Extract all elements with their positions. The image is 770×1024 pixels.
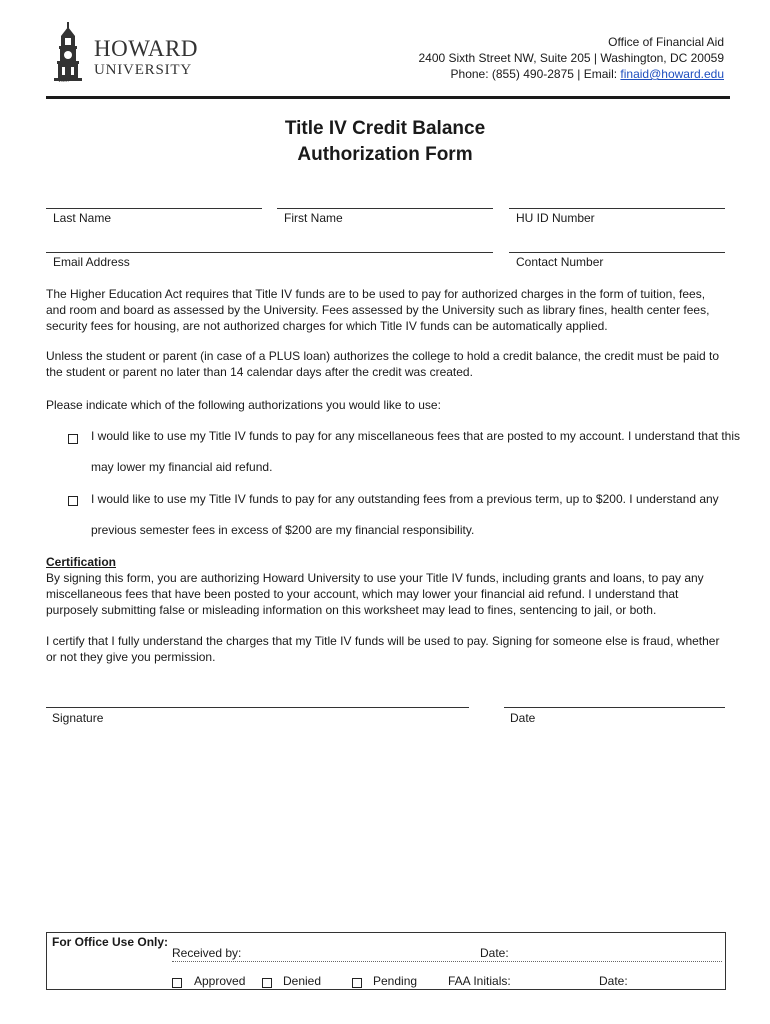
pending-checkbox[interactable] — [352, 974, 362, 992]
form-title-line1: Title IV Credit Balance — [284, 118, 486, 139]
contact-line[interactable] — [509, 252, 725, 253]
signature-label: Signature — [52, 711, 104, 725]
checkbox-icon — [352, 978, 362, 988]
approved-checkbox[interactable] — [172, 974, 182, 992]
signature-date-line[interactable] — [504, 707, 725, 708]
logo-wordmark-university: UNIVERSITY — [94, 62, 192, 78]
email-link[interactable]: finaid@howard.edu — [620, 67, 724, 81]
office-contact-block — [418, 34, 724, 82]
intro-paragraph: The Higher Education Act requires that Title IV funds are to be used to pay for authorized charges in the form of tuition, fees, and room and board as assessed by the University. Fees assessed by the University such as library fines, health center fees, security fees for housing, are not authorized charges for which Title IV funds can be automatically applied. — [46, 287, 710, 333]
form-title-line2: Authorization Form — [297, 144, 473, 165]
certify-paragraph: I certify that I fully understand the charges that my Title IV funds will be used to pay. Signing for someone else is fraud, whether or not they give you permission. — [46, 634, 720, 664]
office-use-box — [46, 932, 726, 990]
office-address: 2400 Sixth Street NW, Suite 205 | Washington, DC 20059 — [418, 51, 724, 65]
option-1-line1: I would like to use my Title IV funds to pay for any miscellaneous fees that are posted to my account. I understand that this — [91, 429, 741, 443]
checkbox-icon — [68, 496, 78, 506]
received-row-line[interactable] — [172, 961, 722, 962]
logo-founded-year: 1867 — [58, 78, 70, 84]
credit-paragraph: Unless the student or parent (in case of a PLUS loan) authorizes the college to hold a credit balance, the credit must be paid to the student or parent no later than 14 calendar days after the credit was created. — [46, 349, 720, 379]
authorizations-prompt: Please indicate which of the following authorizations you would like to use: — [46, 398, 441, 412]
signature-line[interactable] — [46, 707, 469, 708]
option-2-checkbox[interactable] — [68, 492, 78, 510]
office-name: Office of Financial Aid — [608, 35, 724, 49]
header-divider — [46, 96, 730, 99]
university-logo — [46, 22, 206, 84]
option-1-line2: may lower my financial aid refund. — [91, 460, 273, 474]
first-name-label: First Name — [284, 211, 343, 225]
checkbox-icon — [68, 434, 78, 444]
email-label: Email Address — [53, 255, 130, 269]
signature-date-label: Date — [510, 711, 536, 725]
approved-label: Approved — [194, 974, 246, 988]
contact-label: Contact Number — [516, 255, 604, 269]
option-2-line2: previous semester fees in excess of $200 are my financial responsibility. — [91, 523, 475, 537]
office-use-label: For Office Use Only: — [52, 935, 169, 949]
email-line[interactable] — [46, 252, 493, 253]
clock-tower-icon — [50, 22, 86, 82]
faa-date-label: Date: — [599, 974, 628, 988]
option-1-checkbox[interactable] — [68, 430, 78, 448]
last-name-line[interactable] — [46, 208, 262, 209]
pending-label: Pending — [373, 974, 418, 988]
logo-wordmark-howard: HOWARD — [94, 36, 198, 61]
faa-initials-label: FAA Initials: — [448, 974, 511, 988]
hu-id-line[interactable] — [509, 208, 725, 209]
first-name-line[interactable] — [277, 208, 493, 209]
checkbox-icon — [172, 978, 182, 988]
hu-id-label: HU ID Number — [516, 211, 595, 225]
office-phone-email — [418, 66, 724, 82]
option-2-line1: I would like to use my Title IV funds to pay for any outstanding fees from a previous term, up to $200. I understand any — [91, 492, 719, 506]
certification-heading: Certification — [46, 555, 117, 569]
certification-paragraph: By signing this form, you are authorizing Howard University to use your Title IV funds, including grants and loans, to pay any miscellaneous fees that have been posted to your account, which may lower your financial aid refund. I understand that purposely submitting false or misleading information on this worksheet may lead to fines, sentencing to jail, or both. — [46, 571, 704, 617]
received-by-label: Received by: — [172, 946, 242, 960]
phone-text: Phone: (855) 490-2875 | Email: — [450, 67, 621, 81]
form-title — [0, 116, 770, 168]
received-date-label: Date: — [480, 946, 509, 960]
last-name-label: Last Name — [53, 211, 112, 225]
checkbox-icon — [262, 978, 272, 988]
denied-checkbox[interactable] — [262, 974, 272, 992]
denied-label: Denied — [283, 974, 322, 988]
